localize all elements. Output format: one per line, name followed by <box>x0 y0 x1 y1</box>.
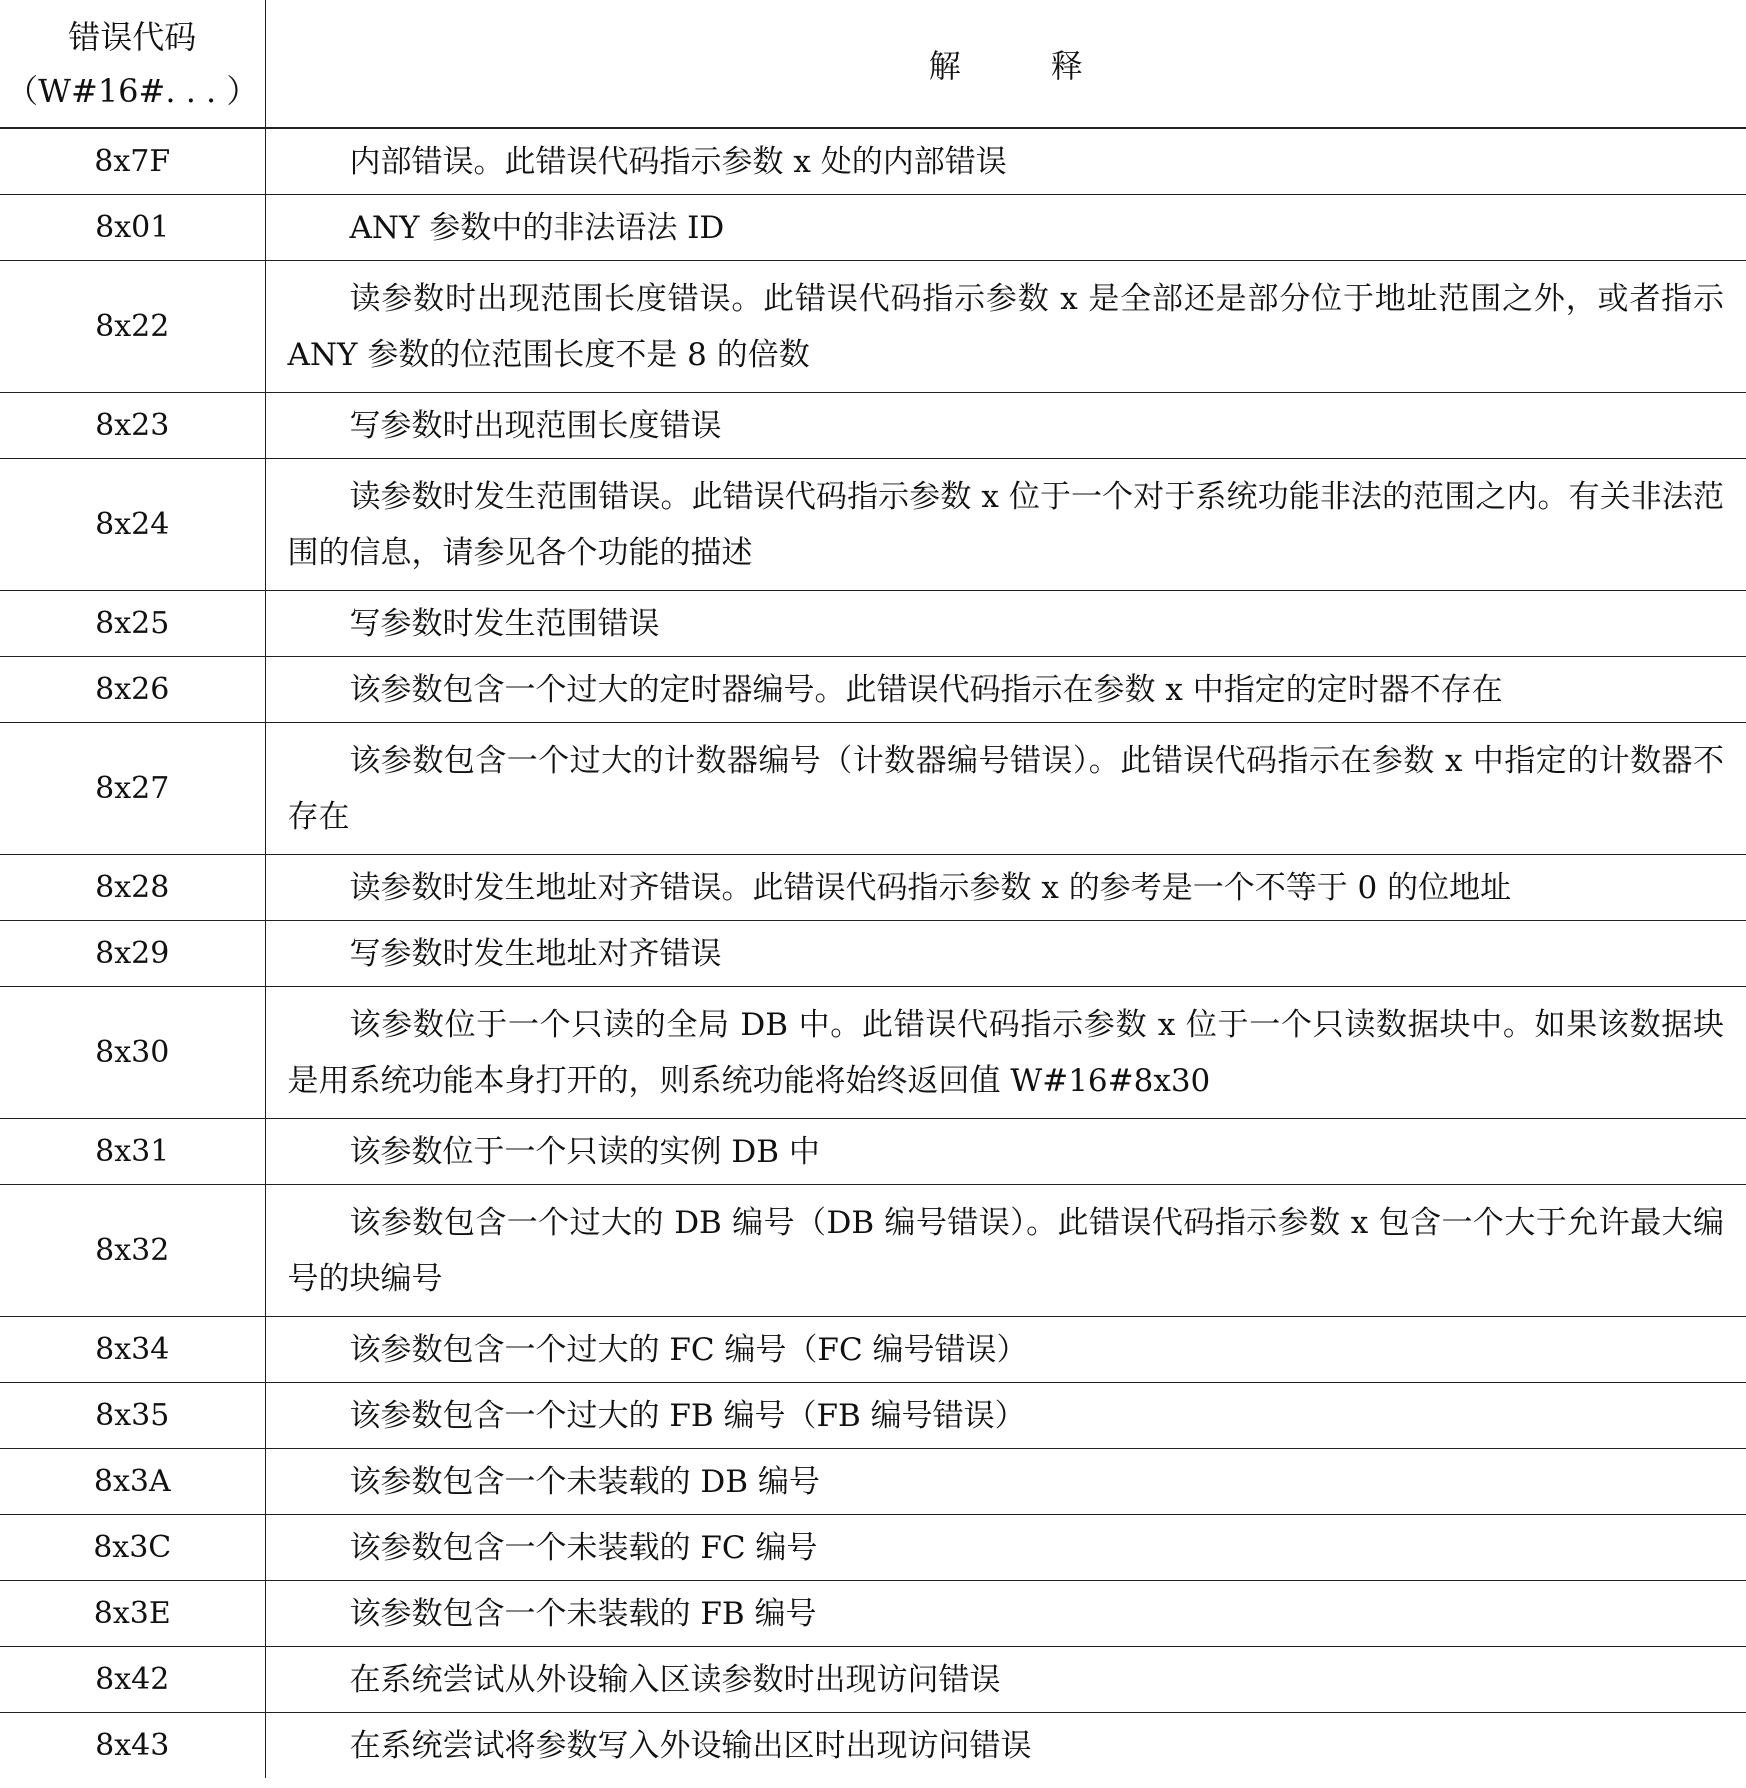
error-code-cell: 8x30 <box>0 987 265 1119</box>
table-row <box>0 1185 1746 1317</box>
table-row <box>0 591 1746 657</box>
explanation-cell: 读参数时发生范围错误。此错误代码指示参数 x 位于一个对于系统功能非法的范围之内。有关非法范围的信息，请参见各个功能的描述 <box>265 459 1746 591</box>
explanation-cell: 该参数包含一个过大的 DB 编号（DB 编号错误）。此错误代码指示参数 x 包含一个大于允许最大编号的块编号 <box>265 1185 1746 1317</box>
error-code-cell: 8x32 <box>0 1185 265 1317</box>
table-row <box>0 1119 1746 1185</box>
error-code-cell: 8x23 <box>0 393 265 459</box>
explanation-cell: 该参数位于一个只读的全局 DB 中。此错误代码指示参数 x 位于一个只读数据块中。如果该数据块是用系统功能本身打开的，则系统功能将始终返回值 W#16#8x30 <box>265 987 1746 1119</box>
error-code-cell: 8x31 <box>0 1119 265 1185</box>
explanation-cell: 该参数包含一个未装载的 FC 编号 <box>265 1515 1746 1581</box>
error-code-cell: 8x3A <box>0 1449 265 1515</box>
explanation-cell: 该参数包含一个过大的计数器编号（计数器编号错误）。此错误代码指示在参数 x 中指定的计数器不存在 <box>265 723 1746 855</box>
explanation-cell: 在系统尝试从外设输入区读参数时出现访问错误 <box>265 1647 1746 1713</box>
table-row <box>0 128 1746 195</box>
error-code-cell: 8x34 <box>0 1317 265 1383</box>
header-explanation-char2: 释 <box>1050 46 1083 85</box>
table-row <box>0 987 1746 1119</box>
explanation-cell: 该参数包含一个未装载的 DB 编号 <box>265 1449 1746 1515</box>
table-row <box>0 393 1746 459</box>
explanation-cell: 该参数包含一个过大的 FC 编号（FC 编号错误） <box>265 1317 1746 1383</box>
table-row <box>0 1713 1746 1779</box>
error-code-cell: 8x01 <box>0 195 265 261</box>
table-row <box>0 723 1746 855</box>
header-code-line2: （W#16#. . . ） <box>6 71 259 110</box>
table-row <box>0 1647 1746 1713</box>
header-error-code <box>0 0 265 128</box>
error-code-cell: 8x26 <box>0 657 265 723</box>
error-code-cell: 8x3C <box>0 1515 265 1581</box>
explanation-cell: 在系统尝试将参数写入外设输出区时出现访问错误 <box>265 1713 1746 1779</box>
explanation-cell: 写参数时出现范围长度错误 <box>265 393 1746 459</box>
table-row <box>0 1515 1746 1581</box>
error-code-cell: 8x27 <box>0 723 265 855</box>
explanation-cell: 该参数包含一个未装载的 FB 编号 <box>265 1581 1746 1647</box>
table-row <box>0 1581 1746 1647</box>
error-code-cell: 8x42 <box>0 1647 265 1713</box>
error-code-cell: 8x3E <box>0 1581 265 1647</box>
error-code-cell: 8x24 <box>0 459 265 591</box>
table-row <box>0 921 1746 987</box>
explanation-cell: 该参数包含一个过大的定时器编号。此错误代码指示在参数 x 中指定的定时器不存在 <box>265 657 1746 723</box>
table-row <box>0 1383 1746 1449</box>
table-row <box>0 657 1746 723</box>
table-row <box>0 261 1746 393</box>
header-explanation-char1: 解 <box>928 46 961 85</box>
error-code-cell: 8x22 <box>0 261 265 393</box>
error-code-cell: 8x29 <box>0 921 265 987</box>
explanation-cell: 内部错误。此错误代码指示参数 x 处的内部错误 <box>265 128 1746 195</box>
explanation-cell: ANY 参数中的非法语法 ID <box>265 195 1746 261</box>
explanation-cell: 该参数位于一个只读的实例 DB 中 <box>265 1119 1746 1185</box>
explanation-cell: 该参数包含一个过大的 FB 编号（FB 编号错误） <box>265 1383 1746 1449</box>
explanation-cell: 写参数时发生范围错误 <box>265 591 1746 657</box>
error-code-cell: 8x28 <box>0 855 265 921</box>
table-row <box>0 459 1746 591</box>
error-code-cell: 8x7F <box>0 128 265 195</box>
error-code-cell: 8x25 <box>0 591 265 657</box>
table-row <box>0 855 1746 921</box>
explanation-cell: 读参数时发生地址对齐错误。此错误代码指示参数 x 的参考是一个不等于 0 的位地址 <box>265 855 1746 921</box>
header-code-line1: 错误代码 <box>68 17 197 56</box>
table-header-row <box>0 0 1746 128</box>
table-row <box>0 1317 1746 1383</box>
error-code-cell: 8x35 <box>0 1383 265 1449</box>
error-code-cell: 8x43 <box>0 1713 265 1779</box>
explanation-cell: 写参数时发生地址对齐错误 <box>265 921 1746 987</box>
table-row <box>0 195 1746 261</box>
table-row <box>0 1449 1746 1515</box>
explanation-cell: 读参数时出现范围长度错误。此错误代码指示参数 x 是全部还是部分位于地址范围之外，或者指示 ANY 参数的位范围长度不是 8 的倍数 <box>265 261 1746 393</box>
header-explanation <box>265 0 1746 128</box>
